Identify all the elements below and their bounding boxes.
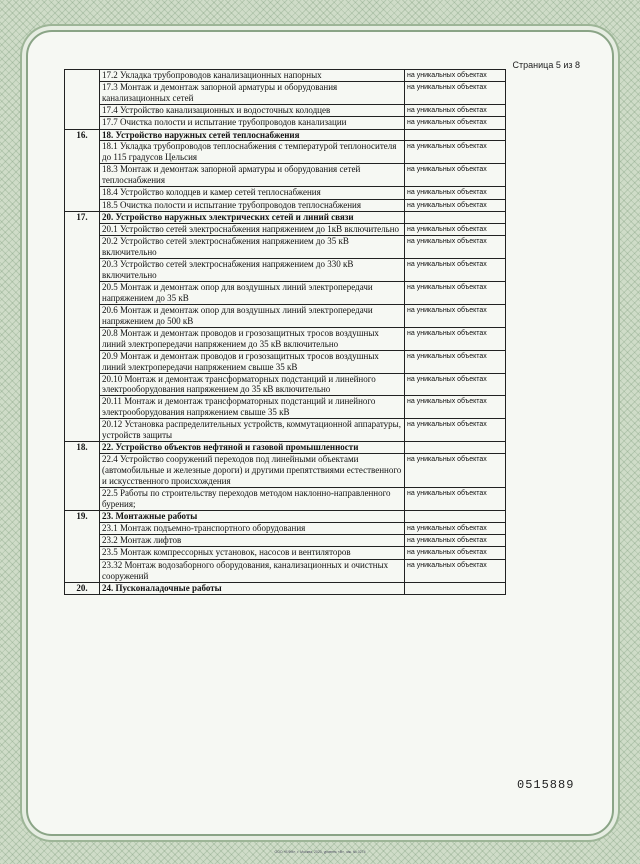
table-row — [65, 258, 506, 281]
unique-objects-cell: на уникальных объектах — [405, 304, 506, 327]
unique-objects-cell: на уникальных объектах — [405, 223, 506, 235]
table-row — [65, 199, 506, 211]
section-heading: 22. Устройство объектов нефтяной и газовой промышленности — [100, 442, 405, 454]
table-row — [65, 419, 506, 442]
work-item: 23.2 Монтаж лифтов — [100, 535, 405, 547]
table-row — [65, 582, 506, 594]
unique-objects-cell — [405, 211, 506, 223]
printer-imprint: ООО «БФМ», г. Москва, 2020, уровень «В», зак. № 0274 — [274, 850, 366, 854]
section-heading: 20. Устройство наружных электрических сетей и линий связи — [100, 211, 405, 223]
table-row — [65, 187, 506, 199]
row-number: 16. — [65, 129, 100, 211]
work-item: 22.4 Устройство сооружений переходов под линейными объектами (автомобильные и железные дороги) и другими препятствиями естественного и искусственного происхождения — [100, 454, 405, 488]
row-number: 20. — [65, 582, 100, 594]
unique-objects-cell: на уникальных объектах — [405, 559, 506, 582]
table-row — [65, 129, 506, 141]
work-item: 18.1 Укладка трубопроводов теплоснабжения с температурой теплоносителя до 115 градусов Цельсия — [100, 141, 405, 164]
work-item: 20.12 Установка распределительных устройств, коммутационной аппаратуры, устройств защиты — [100, 419, 405, 442]
page-indicator: Страница 5 из 8 — [512, 60, 580, 70]
unique-objects-cell — [405, 442, 506, 454]
table-row — [65, 327, 506, 350]
work-item: 18.3 Монтаж и демонтаж запорной арматуры и оборудования сетей теплоснабжения — [100, 164, 405, 187]
unique-objects-cell: на уникальных объектах — [405, 396, 506, 419]
table-row — [65, 304, 506, 327]
unique-objects-cell: на уникальных объектах — [405, 350, 506, 373]
unique-objects-cell: на уникальных объектах — [405, 523, 506, 535]
unique-objects-cell — [405, 582, 506, 594]
unique-objects-cell: на уникальных объектах — [405, 419, 506, 442]
work-item: 23.1 Монтаж подъемно-транспортного оборудования — [100, 523, 405, 535]
unique-objects-cell: на уникальных объектах — [405, 454, 506, 488]
table-row — [65, 211, 506, 223]
work-item: 20.8 Монтаж и демонтаж проводов и грозозащитных тросов воздушных линий электропередачи напряжением до 35 кВ включительно — [100, 327, 405, 350]
table-row — [65, 373, 506, 396]
table-row — [65, 511, 506, 523]
work-item: 22.5 Работы по строительству переходов методом наклонно-направленного бурения; — [100, 488, 405, 511]
table-row — [65, 70, 506, 82]
table-row — [65, 559, 506, 582]
table-row — [65, 488, 506, 511]
unique-objects-cell: на уникальных объектах — [405, 235, 506, 258]
table-row — [65, 523, 506, 535]
section-heading: 24. Пусконаладочные работы — [100, 582, 405, 594]
unique-objects-cell — [405, 129, 506, 141]
work-item: 18.5 Очистка полости и испытание трубопроводов теплоснабжения — [100, 199, 405, 211]
table-row — [65, 281, 506, 304]
work-item: 17.4 Устройство канализационных и водосточных колодцев — [100, 105, 405, 117]
unique-objects-cell: на уникальных объектах — [405, 82, 506, 105]
table-row — [65, 535, 506, 547]
unique-objects-cell: на уникальных объектах — [405, 164, 506, 187]
work-item: 20.3 Устройство сетей электроснабжения напряжением до 330 кВ включительно — [100, 258, 405, 281]
unique-objects-cell: на уникальных объектах — [405, 117, 506, 129]
row-number: 17. — [65, 211, 100, 442]
table-row — [65, 82, 506, 105]
unique-objects-cell: на уникальных объектах — [405, 199, 506, 211]
table-row — [65, 396, 506, 419]
row-number: 19. — [65, 511, 100, 582]
work-item: 20.9 Монтаж и демонтаж проводов и грозозащитных тросов воздушных линий электропередачи напряжением свыше 35 кВ — [100, 350, 405, 373]
section-heading: 23. Монтажные работы — [100, 511, 405, 523]
unique-objects-cell: на уникальных объектах — [405, 187, 506, 199]
table-row — [65, 141, 506, 164]
table-row — [65, 454, 506, 488]
unique-objects-cell: на уникальных объектах — [405, 327, 506, 350]
work-item: 20.6 Монтаж и демонтаж опор для воздушных линий электропередачи напряжением до 500 кВ — [100, 304, 405, 327]
row-number: 18. — [65, 442, 100, 511]
work-item: 20.2 Устройство сетей электроснабжения напряжением до 35 кВ включительно — [100, 235, 405, 258]
work-item: 18.4 Устройство колодцев и камер сетей теплоснабжения — [100, 187, 405, 199]
unique-objects-cell: на уникальных объектах — [405, 105, 506, 117]
row-number — [65, 70, 100, 130]
work-item: 20.1 Устройство сетей электроснабжения напряжением до 1кВ включительно — [100, 223, 405, 235]
work-item: 23.5 Монтаж компрессорных установок, насосов и вентиляторов — [100, 547, 405, 559]
work-item: 20.10 Монтаж и демонтаж трансформаторных подстанций и линейного электрооборудования напряжением до 35 кВ включительно — [100, 373, 405, 396]
serial-number: 0515889 — [517, 778, 575, 792]
table-row — [65, 547, 506, 559]
work-item: 17.2 Укладка трубопроводов канализационных напорных — [100, 70, 405, 82]
table-row — [65, 117, 506, 129]
unique-objects-cell: на уникальных объектах — [405, 141, 506, 164]
table-row — [65, 442, 506, 454]
unique-objects-cell: на уникальных объектах — [405, 70, 506, 82]
unique-objects-cell: на уникальных объектах — [405, 281, 506, 304]
table-row — [65, 350, 506, 373]
work-item: 17.7 Очистка полости и испытание трубопроводов канализации — [100, 117, 405, 129]
work-item: 20.11 Монтаж и демонтаж трансформаторных подстанций и линейного электрооборудования напряжением свыше 35 кВ — [100, 396, 405, 419]
unique-objects-cell: на уникальных объектах — [405, 373, 506, 396]
work-item: 17.3 Монтаж и демонтаж запорной арматуры и оборудования канализационных сетей — [100, 82, 405, 105]
works-table — [64, 69, 506, 595]
work-item: 20.5 Монтаж и демонтаж опор для воздушных линий электропередачи напряжением до 35 кВ — [100, 281, 405, 304]
unique-objects-cell: на уникальных объектах — [405, 535, 506, 547]
unique-objects-cell — [405, 511, 506, 523]
table-row — [65, 105, 506, 117]
table-row — [65, 164, 506, 187]
unique-objects-cell: на уникальных объектах — [405, 258, 506, 281]
unique-objects-cell: на уникальных объектах — [405, 547, 506, 559]
table-row — [65, 235, 506, 258]
table-row — [65, 223, 506, 235]
section-heading: 18. Устройство наружных сетей теплоснабжения — [100, 129, 405, 141]
unique-objects-cell: на уникальных объектах — [405, 488, 506, 511]
work-item: 23.32 Монтаж водозаборного оборудования, канализационных и очистных сооружений — [100, 559, 405, 582]
